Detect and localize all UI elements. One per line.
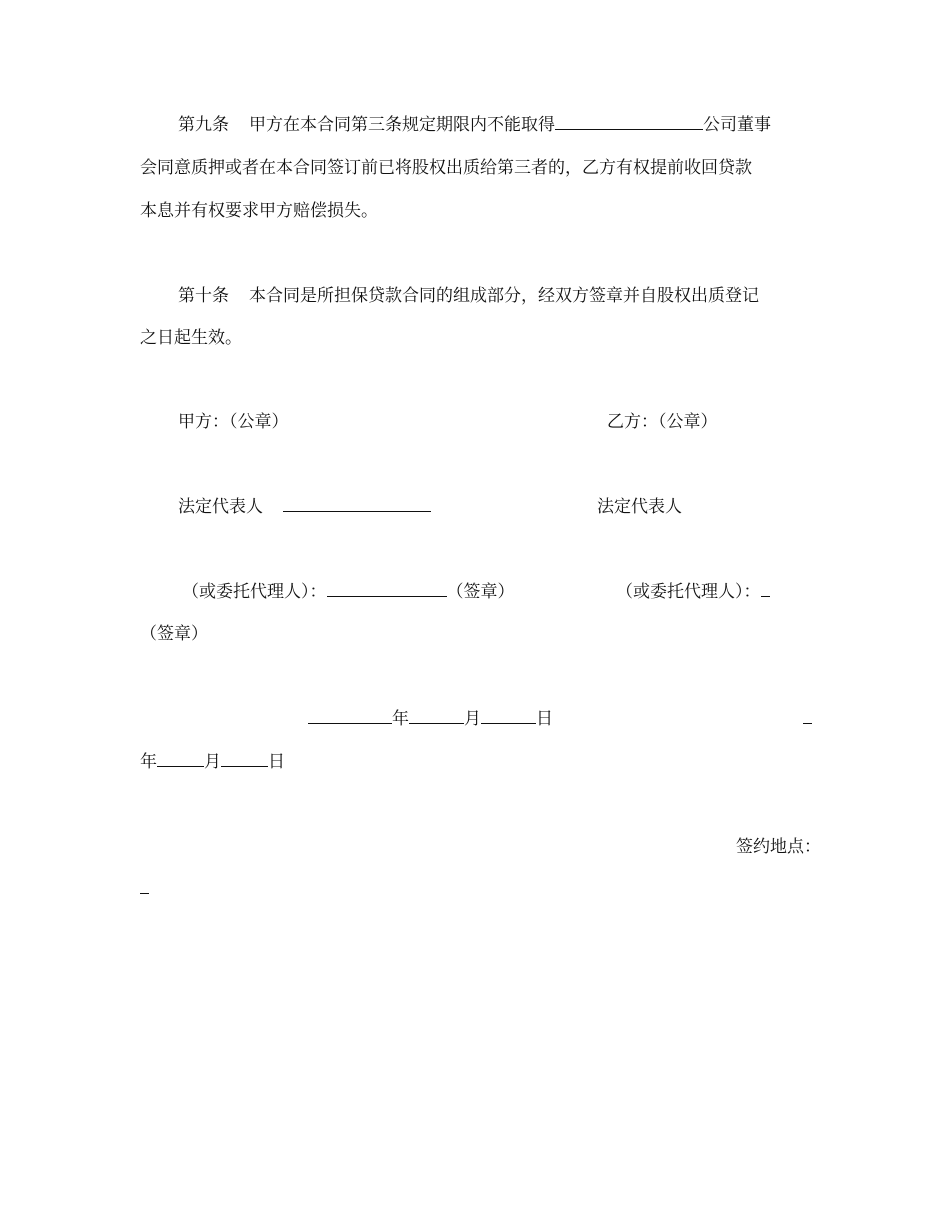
date-b-year-blank[interactable] — [803, 708, 812, 724]
article-9-text-part-1: 甲方在本合同第三条规定期限内不能取得 — [249, 115, 555, 135]
agent-b-label: （或委托代理人）： — [616, 582, 761, 602]
agent-b-blank[interactable] — [761, 581, 770, 597]
date-b-year-label: 年 — [140, 752, 157, 772]
date-b-month-label: 月 — [204, 752, 221, 772]
date-b — [140, 750, 285, 774]
article-9-text-part-2: 公司董事 — [703, 115, 771, 135]
article-9-line-1 — [178, 113, 771, 137]
article-9-line-3: 本息并有权要求甲方赔偿损失。 — [140, 201, 378, 221]
party-a-agent — [182, 580, 515, 604]
signing-place-label: 签约地点： — [736, 837, 821, 857]
party-b-seal: 乙方：（公章） — [607, 412, 718, 432]
sign-a-label: （签章） — [446, 582, 515, 602]
party-a-legal-rep — [178, 495, 431, 519]
date-a-month-label: 月 — [464, 709, 481, 729]
agent-a-label: （或委托代理人）： — [182, 582, 327, 602]
article-10-line-1 — [178, 284, 759, 308]
party-a-seal: 甲方：（公章） — [178, 412, 289, 432]
legal-rep-a-blank[interactable] — [283, 496, 431, 512]
date-b-day-blank[interactable] — [221, 751, 268, 767]
article-10-label: 第十条 — [178, 286, 229, 306]
sign-b-label: （签章） — [140, 624, 208, 644]
article-9-line-2: 会同意质押或者在本合同签订前已将股权出质给第三者的，乙方有权提前收回贷款 — [140, 158, 752, 178]
signing-place-blank[interactable] — [140, 878, 149, 894]
date-b-month-blank[interactable] — [157, 751, 204, 767]
article-10-line-2: 之日起生效。 — [140, 328, 242, 348]
legal-rep-b-label: 法定代表人 — [597, 497, 682, 517]
company-name-blank[interactable] — [555, 114, 703, 130]
article-9-label: 第九条 — [178, 115, 229, 135]
date-b-day-label: 日 — [268, 752, 285, 772]
article-10-text-line-1: 本合同是所担保贷款合同的组成部分，经双方签章并自股权出质登记 — [249, 286, 759, 306]
date-b-year-blank-start — [803, 707, 812, 731]
date-a-month-blank[interactable] — [409, 708, 464, 724]
agent-a-blank[interactable] — [327, 581, 447, 597]
party-b-agent — [616, 580, 770, 604]
signing-place-value — [140, 877, 149, 901]
date-a-day-label: 日 — [536, 709, 553, 729]
date-a-day-blank[interactable] — [481, 708, 536, 724]
date-a — [308, 707, 553, 731]
date-a-year-blank[interactable] — [308, 708, 392, 724]
legal-rep-a-label: 法定代表人 — [178, 497, 263, 517]
date-a-year-label: 年 — [392, 709, 409, 729]
